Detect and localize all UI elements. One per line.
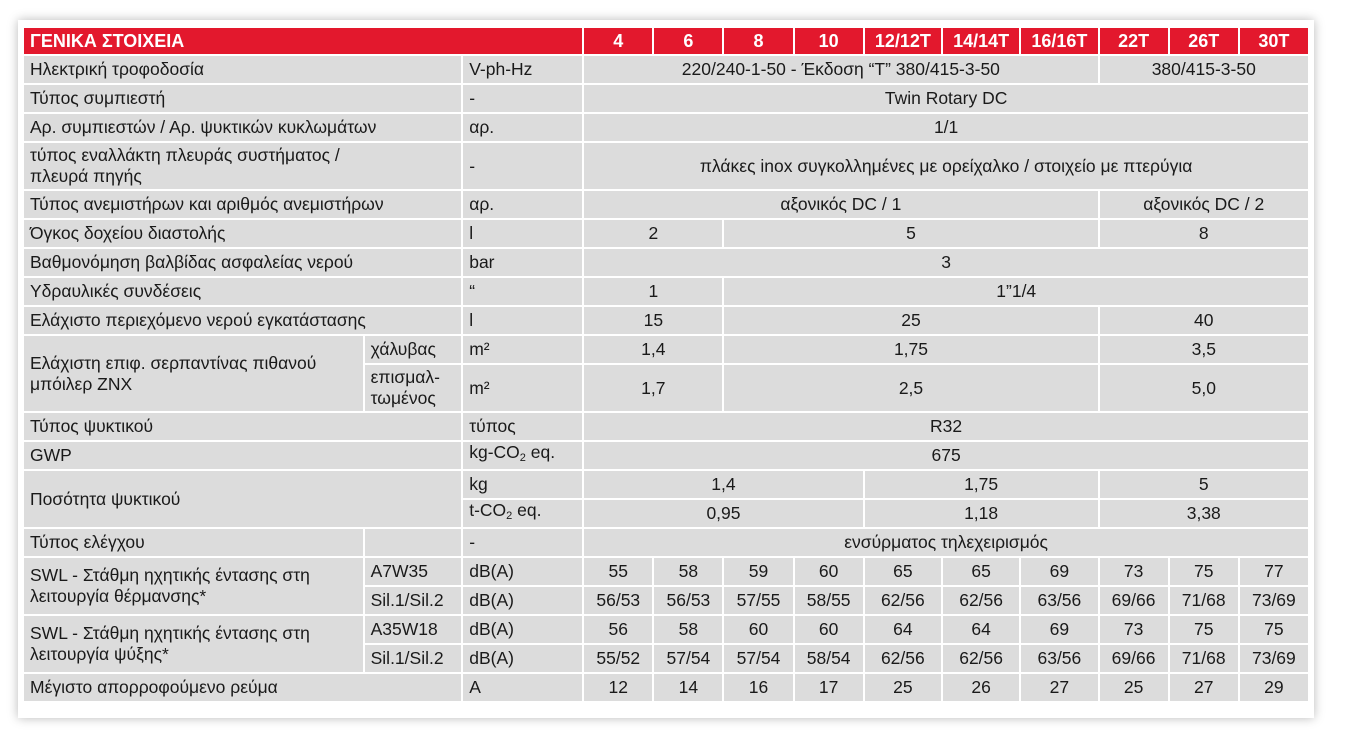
cell-value: 0,95	[584, 500, 863, 527]
cell-value: 1,75	[724, 336, 1097, 363]
cell-value: 58/55	[795, 587, 863, 614]
cell-value: 57/55	[724, 587, 792, 614]
row-label: Τύπος συμπιεστή	[24, 85, 461, 112]
cell-value: 5	[1100, 471, 1308, 498]
cell-value: 77	[1240, 558, 1308, 585]
cell-value: 62/56	[865, 645, 941, 672]
cell-value: 3,38	[1100, 500, 1308, 527]
cell-value: αξονικός DC / 2	[1100, 191, 1308, 218]
row-unit: kg	[463, 471, 582, 498]
cell-value: 15	[584, 307, 722, 334]
cell-value: 1/1	[584, 114, 1308, 141]
cell-value: 1,18	[865, 500, 1098, 527]
cell-value: 1”1/4	[724, 278, 1308, 305]
table-row	[24, 56, 1308, 83]
cell-value: 57/54	[724, 645, 792, 672]
row-label: SWL - Στάθμη ηχητικής έντασης στη λειτουργία θέρμανσης*	[24, 558, 363, 614]
table-row	[24, 114, 1308, 141]
unit-subscript: 2	[506, 510, 513, 522]
table-row	[24, 220, 1308, 247]
cell-value: ενσύρματος τηλεχειρισμός	[584, 529, 1308, 556]
cell-value: 65	[943, 558, 1019, 585]
cell-value: 1,75	[865, 471, 1098, 498]
cell-value: αξονικός DC / 1	[584, 191, 1097, 218]
row-unit: l	[463, 220, 582, 247]
model-header: 12/12T	[865, 28, 941, 54]
cell-value: 73/69	[1240, 587, 1308, 614]
cell-value: 14	[654, 674, 722, 701]
row-label: τύπος εναλλάκτη πλευράς συστήματος / πλευρά πηγής	[24, 143, 461, 189]
row-label: GWP	[24, 442, 461, 469]
unit-subscript: 2	[519, 452, 526, 464]
cell-value: 69/66	[1100, 645, 1168, 672]
table-row	[24, 307, 1308, 334]
unit-text: eq.	[512, 500, 542, 520]
cell-value: Twin Rotary DC	[584, 85, 1308, 112]
row-unit: “	[463, 278, 582, 305]
row-sublabel: χάλυβας	[365, 336, 462, 363]
cell-value: 58/54	[795, 645, 863, 672]
model-header: 4	[584, 28, 652, 54]
model-header: 10	[795, 28, 863, 54]
cell-value: 380/415-3-50	[1100, 56, 1308, 83]
cell-value: 57/54	[654, 645, 722, 672]
unit-text: eq.	[525, 442, 556, 462]
cell-value: 73	[1100, 616, 1168, 643]
row-unit: dB(A)	[463, 616, 582, 643]
cell-value: 69/66	[1100, 587, 1168, 614]
cell-value: 58	[654, 558, 722, 585]
row-label: Ποσότητα ψυκτικού	[24, 471, 461, 527]
cell-value: 62/56	[943, 587, 1019, 614]
row-unit: A	[463, 674, 582, 701]
cell-value: 16	[724, 674, 792, 701]
cell-value: 5	[724, 220, 1097, 247]
row-label: Υδραυλικές συνδέσεις	[24, 278, 461, 305]
row-unit: -	[463, 529, 582, 556]
table-row	[24, 413, 1308, 440]
cell-value: 75	[1170, 558, 1238, 585]
cell-value: 73	[1100, 558, 1168, 585]
row-unit: τύπος	[463, 413, 582, 440]
table-row	[24, 558, 1308, 585]
row-sublabel: επισμαλ-τωμένος	[365, 365, 462, 411]
table-row	[24, 249, 1308, 276]
cell-value: 60	[724, 616, 792, 643]
header-row	[24, 28, 1308, 54]
cell-value: 55/52	[584, 645, 652, 672]
cell-value: 58	[654, 616, 722, 643]
row-label: Αρ. συμπιεστών / Αρ. ψυκτικών κυκλωμάτων	[24, 114, 461, 141]
cell-value: 75	[1170, 616, 1238, 643]
table-row	[24, 143, 1308, 189]
table-row	[24, 278, 1308, 305]
cell-value: 8	[1100, 220, 1308, 247]
row-sublabel: A35W18	[365, 616, 462, 643]
row-unit: V-ph-Hz	[463, 56, 582, 83]
row-unit: dB(A)	[463, 558, 582, 585]
cell-value: 25	[865, 674, 941, 701]
table-row	[24, 85, 1308, 112]
row-sublabel: Sil.1/Sil.2	[365, 587, 462, 614]
table-row	[24, 336, 1308, 363]
unit-text: kg-CO	[469, 442, 520, 462]
row-unit: m²	[463, 336, 582, 363]
cell-value: 25	[1100, 674, 1168, 701]
cell-value: 69	[1021, 558, 1097, 585]
cell-value: 71/68	[1170, 587, 1238, 614]
row-unit: m²	[463, 365, 582, 411]
row-unit: dB(A)	[463, 587, 582, 614]
cell-value: 1,4	[584, 471, 863, 498]
cell-value: 27	[1170, 674, 1238, 701]
row-unit: -	[463, 85, 582, 112]
cell-value: 1,7	[584, 365, 722, 411]
cell-value: 62/56	[865, 587, 941, 614]
cell-value: 25	[724, 307, 1097, 334]
row-sublabel: Sil.1/Sil.2	[365, 645, 462, 672]
row-label: Ελάχιστη επιφ. σερπαντίνας πιθανού μπόιλερ ZNX	[24, 336, 363, 411]
cell-value: 59	[724, 558, 792, 585]
cell-value: 12	[584, 674, 652, 701]
row-unit	[463, 442, 582, 469]
cell-value: 3	[584, 249, 1308, 276]
row-label: Τύπος ανεμιστήρων και αριθμός ανεμιστήρων	[24, 191, 461, 218]
row-unit	[463, 500, 582, 527]
empty-cell	[365, 529, 462, 556]
cell-value: R32	[584, 413, 1308, 440]
model-header: 26T	[1170, 28, 1238, 54]
cell-value: 65	[865, 558, 941, 585]
row-label: Τύπος ψυκτικού	[24, 413, 461, 440]
cell-value: 5,0	[1100, 365, 1308, 411]
cell-value: 29	[1240, 674, 1308, 701]
cell-value: πλάκες inox συγκολλημένες με ορείχαλκο / στοιχείο με πτερύγια	[584, 143, 1308, 189]
model-header: 30T	[1240, 28, 1308, 54]
cell-value: 71/68	[1170, 645, 1238, 672]
row-label: SWL - Στάθμη ηχητικής έντασης στη λειτουργία ψύξης*	[24, 616, 363, 672]
row-unit: l	[463, 307, 582, 334]
row-unit: dB(A)	[463, 645, 582, 672]
cell-value: 3,5	[1100, 336, 1308, 363]
table-row	[24, 442, 1308, 469]
cell-value: 26	[943, 674, 1019, 701]
cell-value: 69	[1021, 616, 1097, 643]
cell-value: 40	[1100, 307, 1308, 334]
row-unit: αρ.	[463, 191, 582, 218]
spec-card	[18, 20, 1314, 718]
cell-value: 1	[584, 278, 722, 305]
cell-value: 64	[943, 616, 1019, 643]
row-label: Ελάχιστο περιεχόμενο νερού εγκατάστασης	[24, 307, 461, 334]
cell-value: 1,4	[584, 336, 722, 363]
cell-value: 55	[584, 558, 652, 585]
table-row	[24, 529, 1308, 556]
cell-value: 56/53	[654, 587, 722, 614]
row-unit: αρ.	[463, 114, 582, 141]
row-label: Βαθμονόμηση βαλβίδας ασφαλείας νερού	[24, 249, 461, 276]
cell-value: 60	[795, 616, 863, 643]
unit-text: t-CO	[469, 500, 507, 520]
cell-value: 56/53	[584, 587, 652, 614]
cell-value: 27	[1021, 674, 1097, 701]
model-header: 6	[654, 28, 722, 54]
row-label: Τύπος ελέγχου	[24, 529, 363, 556]
specifications-table	[22, 26, 1310, 703]
table-row	[24, 471, 1308, 498]
cell-value: 64	[865, 616, 941, 643]
table-row	[24, 191, 1308, 218]
table-title: ΓΕΝΙΚΑ ΣΤΟΙΧΕΙΑ	[24, 28, 582, 54]
table-row	[24, 674, 1308, 701]
model-header: 14/14T	[943, 28, 1019, 54]
row-unit: bar	[463, 249, 582, 276]
cell-value: 62/56	[943, 645, 1019, 672]
cell-value: 2,5	[724, 365, 1097, 411]
cell-value: 63/56	[1021, 587, 1097, 614]
model-header: 16/16T	[1021, 28, 1097, 54]
cell-value: 2	[584, 220, 722, 247]
cell-value: 60	[795, 558, 863, 585]
model-header: 22T	[1100, 28, 1168, 54]
cell-value: 17	[795, 674, 863, 701]
cell-value: 73/69	[1240, 645, 1308, 672]
cell-value: 56	[584, 616, 652, 643]
table-row	[24, 616, 1308, 643]
model-header: 8	[724, 28, 792, 54]
row-sublabel: A7W35	[365, 558, 462, 585]
cell-value: 63/56	[1021, 645, 1097, 672]
row-label: Ηλεκτρική τροφοδοσία	[24, 56, 461, 83]
row-label: Μέγιστο απορροφούμενο ρεύμα	[24, 674, 461, 701]
cell-value: 675	[584, 442, 1308, 469]
row-label: Όγκος δοχείου διαστολής	[24, 220, 461, 247]
cell-value: 75	[1240, 616, 1308, 643]
row-unit: -	[463, 143, 582, 189]
cell-value: 220/240-1-50 - Έκδοση “T” 380/415-3-50	[584, 56, 1097, 83]
